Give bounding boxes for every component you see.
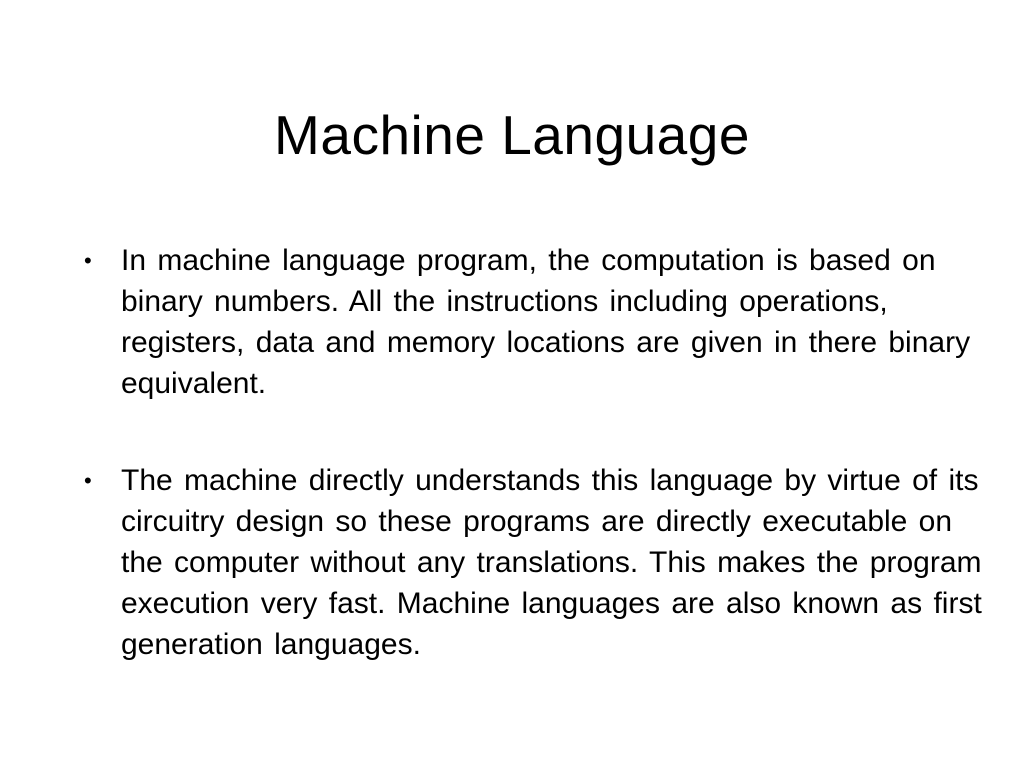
bullet-item xyxy=(84,460,984,665)
slide-title: Machine Language xyxy=(274,104,750,166)
bullet-dot-icon: • xyxy=(84,468,92,493)
bullet-item xyxy=(84,240,984,404)
bullet-text: The machine directly understands this language by virtue of its circuitry design so these programs are directly executable on the computer without any translations. This makes the program execution very fast. Machine languages are also known as first generation languages. xyxy=(121,464,982,661)
bullet-dot-icon: • xyxy=(84,248,92,273)
bullet-text: In machine language program, the computation is based on binary numbers. All the instructions including operations, registers, data and memory locations are given in there binary equivalent. xyxy=(121,244,971,400)
bullet-list xyxy=(84,240,984,721)
